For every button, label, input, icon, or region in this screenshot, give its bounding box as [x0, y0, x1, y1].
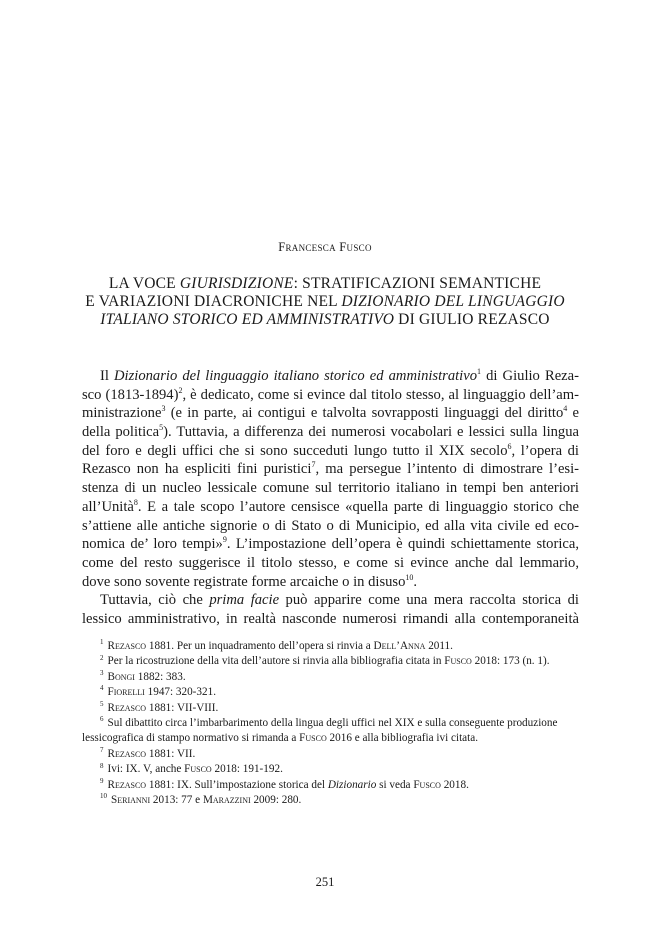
text: 2009: 280. — [250, 794, 302, 807]
footnote-number: 8 — [100, 761, 104, 770]
text: nomica de’ loro tempi» — [82, 536, 223, 553]
text: all’Unità — [82, 498, 134, 515]
text: può apparire come una mera raccolta storica di — [279, 592, 579, 609]
text: 1882: 383. — [134, 670, 186, 683]
author-ref: Serianni — [111, 794, 151, 807]
body-line — [82, 573, 579, 592]
text: 1881: VII. — [146, 747, 196, 760]
author-ref: Rezasco — [107, 640, 147, 652]
text: 1881. Per un inquadramento dell’opera si rinvia a — [146, 640, 374, 652]
title-text: DI GIULIO REZASCO — [394, 311, 550, 328]
italic-title: Dizionario — [327, 778, 377, 791]
author-name: Francesca Fusco — [278, 240, 372, 254]
title-text: : STRATIFICAZIONI SEMANTICHE — [293, 275, 542, 292]
italic-title: Dizionario del linguaggio italiano storico ed amministrativo — [114, 368, 478, 384]
text: 2016 e alla bibliografia ivi citata. — [326, 732, 479, 745]
text: Tuttavia, ciò che — [100, 592, 210, 609]
footnote-ref[interactable]: 1 — [477, 367, 482, 377]
text: ministrazione — [82, 405, 162, 422]
text: Per la ricostruzione della vita dell’autore si rinvia alla bibliografia citata in — [107, 655, 445, 668]
footnote-ref[interactable]: 2 — [178, 385, 183, 395]
footnote-number: 3 — [100, 669, 104, 678]
title-italic: DIZIONARIO DEL LINGUAGGIO — [341, 293, 565, 310]
text: di Giulio Reza- — [481, 368, 579, 384]
text: 2018. — [440, 778, 469, 791]
title-line — [60, 275, 590, 293]
text: . L’impostazione dell’opera è quindi schiettamente storica, — [226, 536, 579, 553]
text: 2018: 173 (n. 1). — [471, 655, 550, 668]
body-line: stenza di un nucleo lessicale comune sul territorio italiano in tempi ben anteriori — [82, 480, 579, 497]
text: del foro e degli uffici che si sono succeduti lungo tutto il XIX secolo — [82, 442, 508, 459]
title-line — [60, 311, 590, 329]
footnote — [82, 639, 579, 654]
text: 1947: 320-321. — [144, 686, 216, 699]
body-line — [82, 498, 579, 517]
footnote-ref[interactable]: 6 — [507, 441, 512, 451]
footnote — [82, 670, 579, 685]
body-line — [82, 591, 579, 610]
body-line: lessico amministrativo, in realtà nasconde numerosi rimandi alla contemporaneità — [82, 610, 579, 627]
text: (e in parte, ai contigui e talvolta sovrapposti linguaggi del diritto — [165, 405, 564, 422]
text: , l’opera di — [511, 442, 579, 459]
author-ref: Rezasco — [107, 747, 147, 760]
author-ref: Fusco — [184, 763, 212, 776]
text: Il — [100, 368, 115, 384]
text: . E a tale scopo l’autore censisce «quella parte di linguaggio storico che — [137, 498, 579, 515]
text: 2018: 191-192. — [211, 763, 283, 776]
text: si veda — [376, 778, 414, 791]
title-text: E VARIAZIONI DIACRONICHE NEL — [85, 293, 342, 310]
body-line — [82, 404, 579, 423]
text: , ma persegue l’intento di dimostrare l’esi- — [315, 461, 580, 478]
article-title — [60, 275, 590, 329]
text: sco (1813-1894) — [82, 386, 179, 403]
footnote-number: 1 — [100, 638, 104, 647]
footnote — [82, 778, 579, 793]
body-line — [82, 460, 579, 479]
title-text: LA VOCE — [108, 275, 180, 292]
footnote — [82, 701, 579, 716]
body-line: s’attiene alle antiche signorie o di Stato o di Municipio, ed alla vita civile ed eco- — [82, 517, 579, 534]
text: . — [413, 573, 418, 590]
footnote-ref[interactable]: 5 — [159, 423, 164, 433]
footnote-number: 6 — [100, 715, 104, 724]
author-ref: Rezasco — [107, 778, 147, 791]
text: della politica — [82, 424, 160, 441]
footnote-number: 2 — [100, 653, 104, 662]
author-ref: Bongi — [107, 670, 135, 683]
body-line — [82, 386, 579, 405]
body-line — [82, 423, 579, 442]
author-ref: Fiorelli — [107, 686, 145, 699]
footnote-ref[interactable]: 7 — [311, 460, 316, 470]
text: , è dedicato, come si evince dal titolo stesso, al linguaggio dell’am- — [182, 386, 579, 403]
text: 1881: VII-VIII. — [146, 701, 219, 714]
footnote-number: 5 — [100, 699, 104, 708]
body-line — [82, 535, 579, 554]
footnote-number: 9 — [100, 776, 104, 785]
body-line: come del resto suggerisce il titolo stesso, e come si evince anche dal lemmario, — [82, 554, 579, 571]
footnote-ref[interactable]: 4 — [563, 404, 568, 414]
footnotes — [82, 639, 579, 808]
author-ref: Fusco — [299, 732, 327, 745]
text: 2011. — [425, 640, 453, 652]
text: 2013: 77 e — [150, 794, 203, 807]
body-line — [82, 367, 579, 386]
footnote-number: 10 — [100, 792, 107, 801]
author-ref: Dell’Anna — [373, 640, 426, 652]
footnote — [82, 762, 579, 777]
footnote-ref[interactable]: 10 — [405, 572, 414, 582]
title-line — [60, 293, 590, 311]
title-italic: GIURISDIZIONE — [179, 275, 294, 292]
footnote-number: 4 — [100, 684, 104, 693]
author-ref: Fusco — [413, 778, 441, 791]
italic-phrase: prima facie — [209, 592, 280, 609]
text: dove sono sovente registrate forme arcaiche o in disuso — [82, 573, 406, 590]
text: Ivi: IX. V, anche — [107, 763, 185, 776]
page-number: 251 — [315, 875, 335, 889]
footnote — [82, 685, 579, 700]
footnote-ref[interactable]: 9 — [222, 535, 227, 545]
footnote — [82, 793, 579, 808]
author-ref: Fusco — [444, 655, 472, 668]
footnote — [82, 654, 579, 669]
text: Sul dibattito circa l’imbarbarimento della lingua degli uffici nel XIX e sulla conseguente produzione lessicografica di stampo normativo si rimanda a — [82, 717, 558, 745]
text: Rezasco non ha espliciti fini puristici — [82, 461, 312, 478]
author-ref: Marazzini — [202, 794, 251, 807]
footnote-ref[interactable]: 8 — [133, 497, 138, 507]
author-ref: Rezasco — [107, 701, 147, 714]
body-text — [82, 367, 579, 629]
footnote-ref[interactable]: 3 — [161, 404, 166, 414]
text: 1881: IX. Sull’impostazione storica del — [146, 778, 328, 791]
body-line — [82, 442, 579, 461]
title-italic: ITALIANO STORICO ED AMMINISTRATIVO — [100, 311, 395, 328]
footnote-number: 7 — [100, 746, 104, 755]
footnote — [82, 747, 579, 762]
footnote — [82, 716, 579, 747]
text: ). Tuttavia, a differenza dei numerosi vocabolari e lessici sulla lingua — [163, 424, 579, 441]
text: e — [567, 405, 579, 422]
